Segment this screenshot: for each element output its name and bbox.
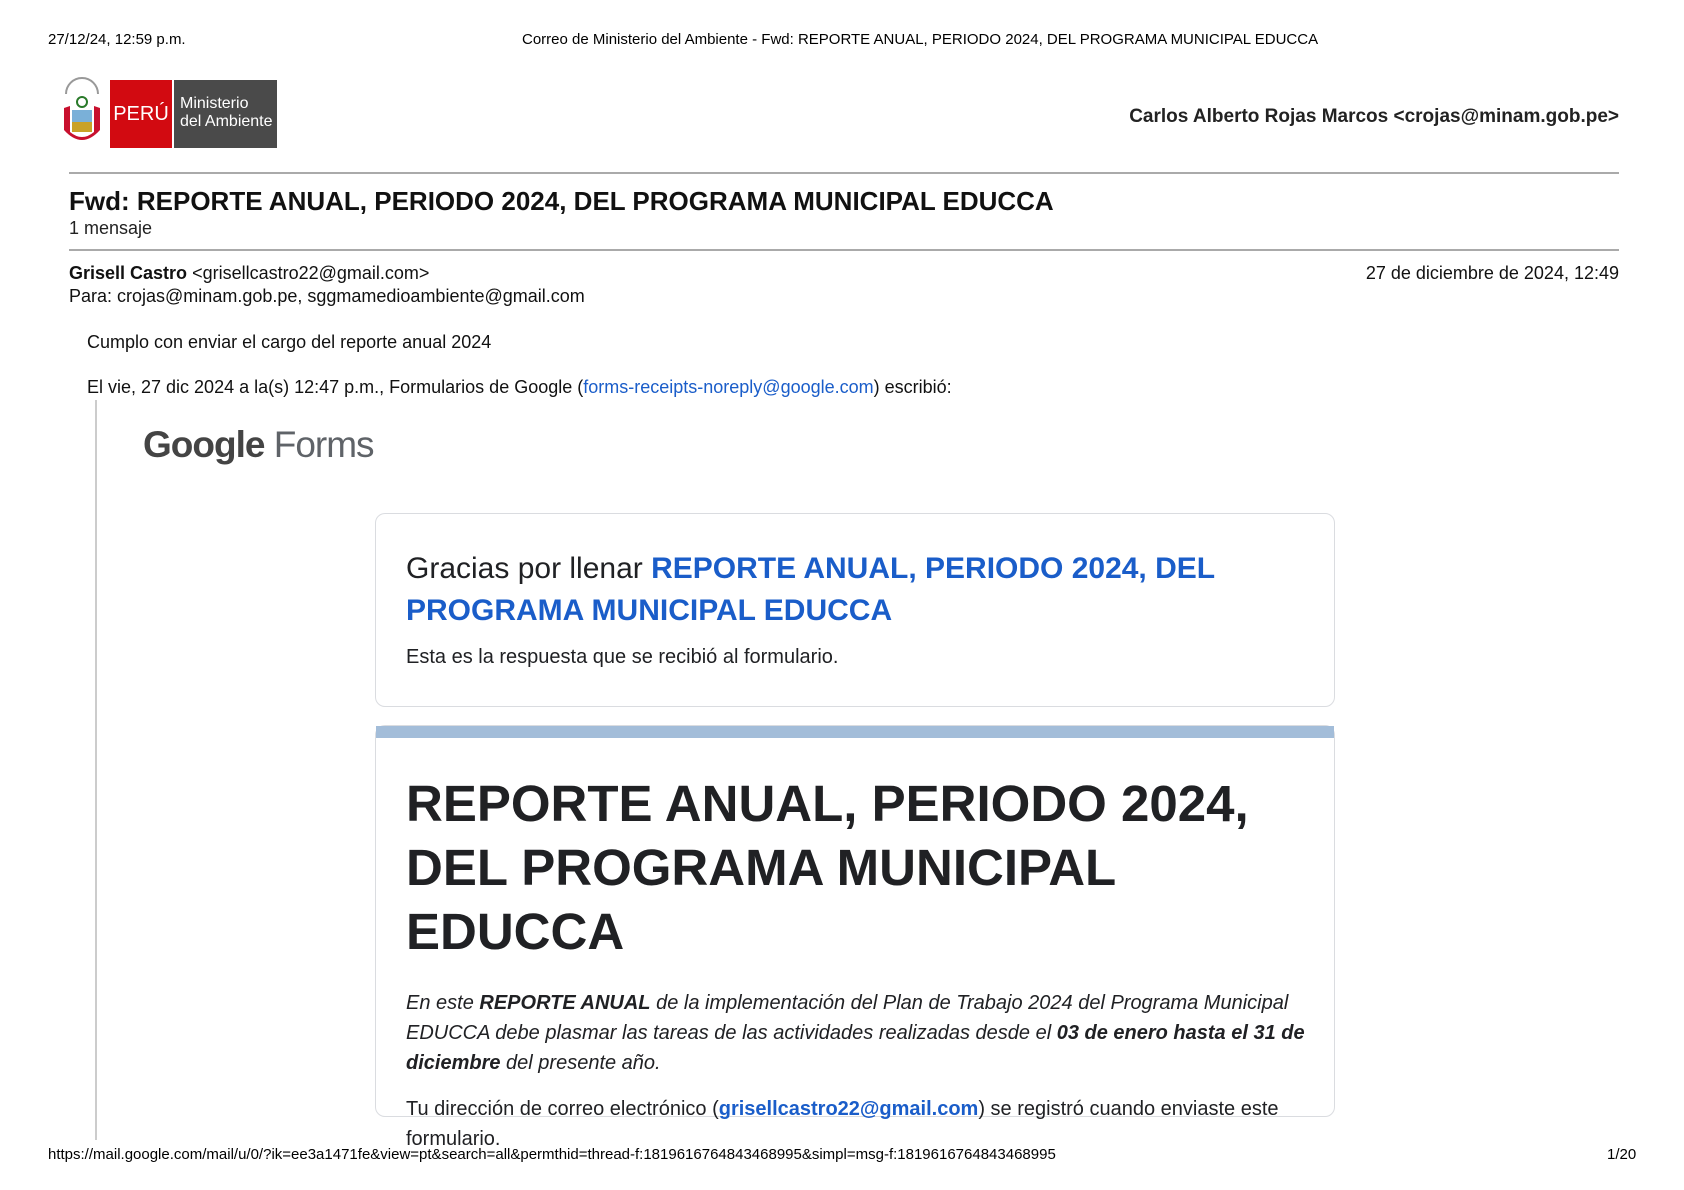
form-description: En este REPORTE ANUAL de la implementación del Plan de Trabajo 2024 del Programa Municipal EDUCCA debe plasmar las tareas de las actividades realizadas desde el 03 de enero hasta el 31 de diciembre del presente año. [406, 992, 1305, 1074]
divider [69, 172, 1619, 174]
thanks-heading: Gracias por llenar REPORTE ANUAL, PERIODO 2024, DEL PROGRAMA MUNICIPAL EDUCCA [406, 552, 1215, 627]
message-body: Cumplo con enviar el cargo del reporte anual 2024 [87, 332, 492, 352]
thanks-card [375, 513, 1335, 707]
ministry-label: Ministerio del Ambiente [174, 80, 277, 148]
peru-label: PERÚ [110, 80, 172, 148]
quote-header: El vie, 27 dic 2024 a la(s) 12:47 p.m., Formularios de Google (forms-receipts-noreply@google.com) escribió: [87, 377, 952, 397]
divider [69, 249, 1619, 251]
form-title: REPORTE ANUAL, PERIODO 2024, DEL PROGRAMA MUNICIPAL EDUCCA [406, 775, 1249, 960]
form-card [375, 725, 1335, 1150]
recipients: Para: crojas@minam.gob.pe, sggmamedioambiente@gmail.com [69, 286, 585, 306]
respondent-email-link[interactable]: grisellcastro22@gmail.com [718, 1098, 979, 1120]
print-url: https://mail.google.com/mail/u/0/?ik=ee3a1471fe&view=pt&search=all&permthid=thread-f:1819616764843468995&simpl=msg-f:1819616764843468995 [48, 1146, 1056, 1163]
google-forms-logo: Google Forms [143, 424, 374, 465]
peru-crest-icon [60, 80, 104, 148]
quote-email-link[interactable]: forms-receipts-noreply@google.com [583, 377, 874, 397]
print-title: Correo de Ministerio del Ambiente - Fwd: REPORTE ANUAL, PERIODO 2024, DEL PROGRAMA MUNICIPAL EDUCCA [522, 31, 1319, 48]
page-number: 1/20 [1607, 1146, 1637, 1163]
message-count: 1 mensaje [69, 218, 153, 238]
card-top-bar [376, 726, 1334, 738]
print-datetime: 27/12/24, 12:59 p.m. [48, 31, 186, 48]
thanks-subtext: Esta es la respuesta que se recibió al formulario. [406, 646, 839, 668]
message-date: 27 de diciembre de 2024, 12:49 [1365, 263, 1619, 283]
email-notice: Tu dirección de correo electrónico (grisellcastro22@gmail.com) se registró cuando enviaste este formulario. [406, 1098, 1279, 1150]
form-link[interactable]: REPORTE ANUAL, PERIODO 2024, DEL PROGRAMA MUNICIPAL EDUCCA [406, 552, 1215, 627]
sender: Grisell Castro <grisellcastro22@gmail.com> [69, 263, 430, 283]
email-subject: Fwd: REPORTE ANUAL, PERIODO 2024, DEL PROGRAMA MUNICIPAL EDUCCA [69, 186, 1054, 216]
minam-logo [60, 80, 277, 148]
quote-bar [95, 400, 97, 1140]
account-name: Carlos Alberto Rojas Marcos <crojas@minam.gob.pe> [1129, 106, 1619, 127]
